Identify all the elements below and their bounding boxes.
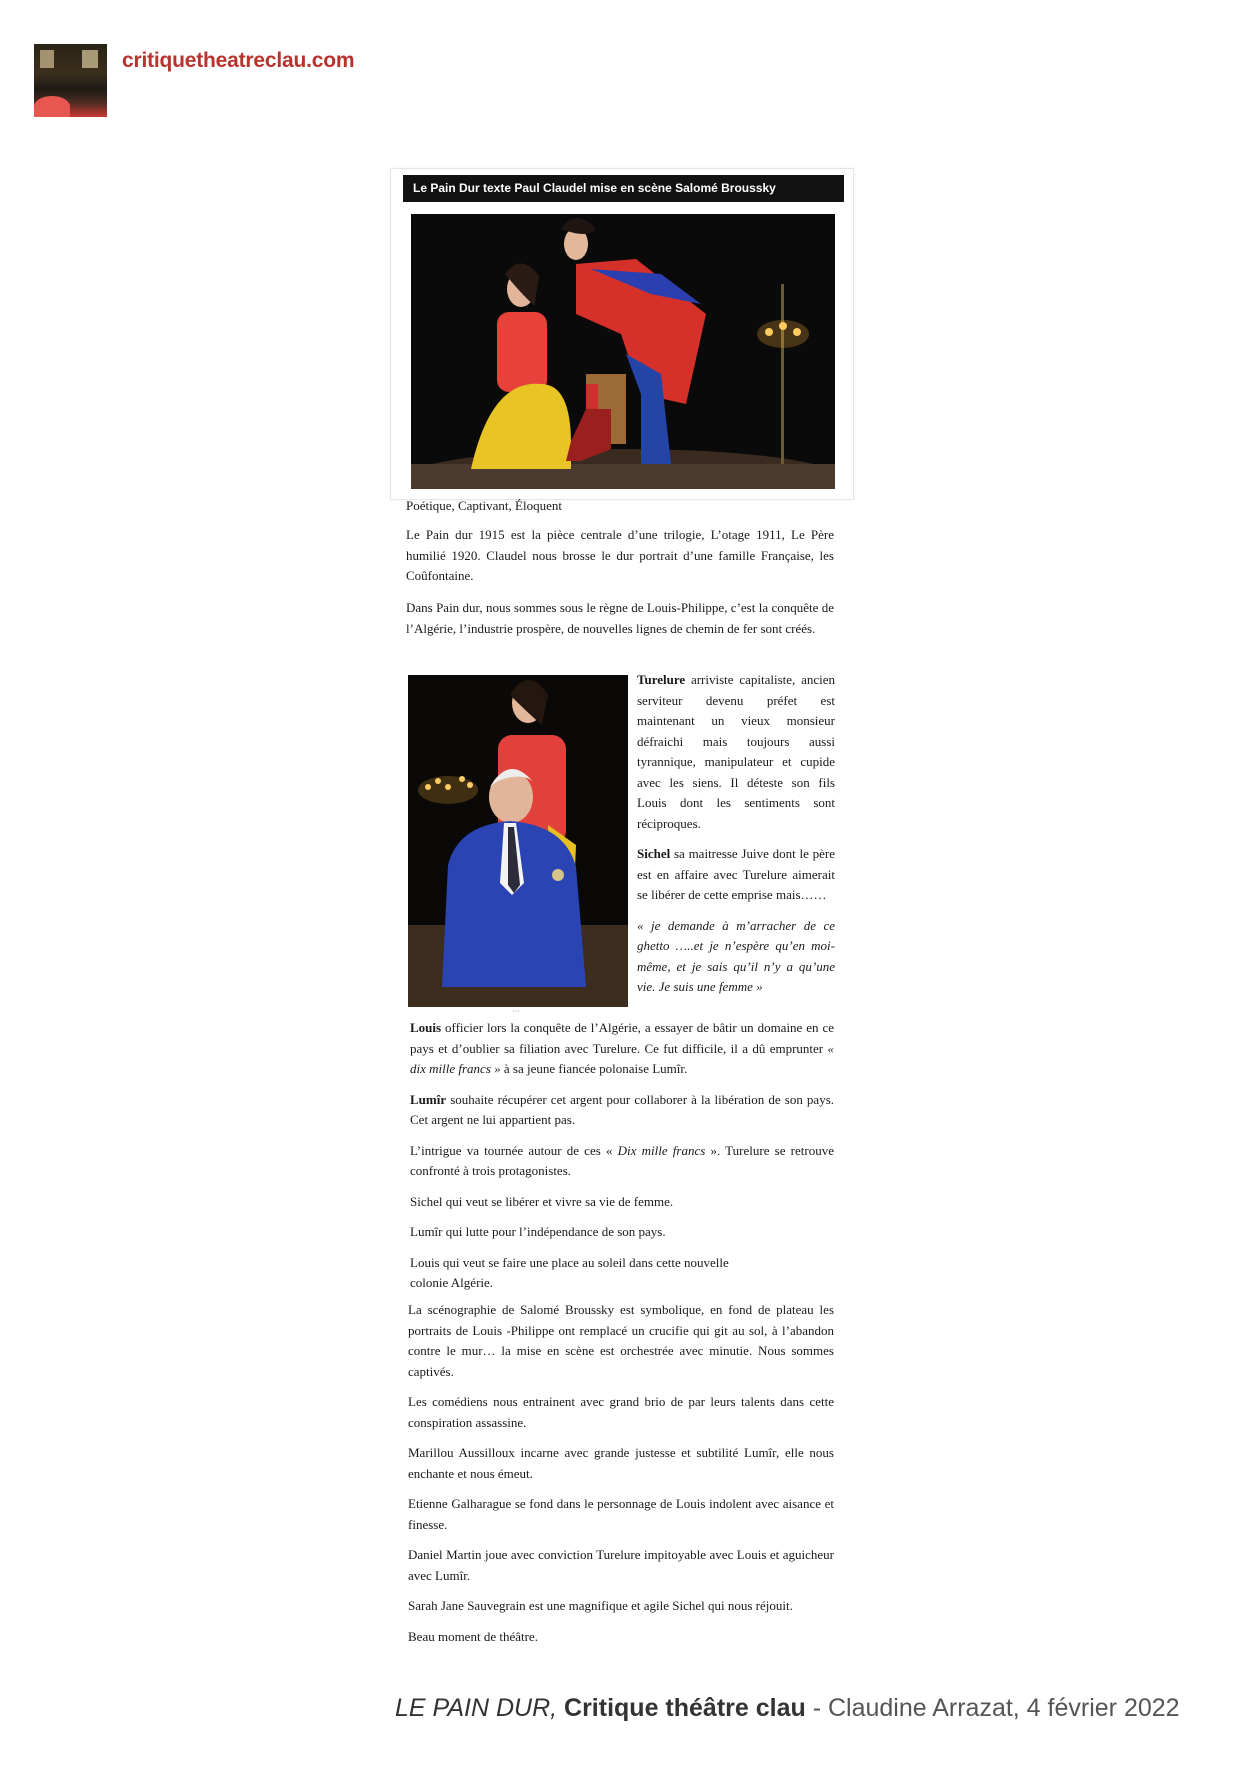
intrigue-italic: Dix mille francs <box>617 1142 706 1158</box>
paragraph-intro: Le Pain dur 1915 est la pièce centrale d’une trilogie, L’otage 1911, Le Père humilié 1920. Claudel nous brosse le dur portrait d’une famille Française, les Coûfontaine. <box>406 527 834 583</box>
inset-photo <box>408 675 628 1007</box>
paragraph-scenographie: La scénographie de Salomé Broussky est symbolique, en fond de plateau les portraits de Louis -Philippe ont remplacé un crucifie qui git au sol, à l’abandon contre le mur… la mise en scène est orchestrée avec minutie. Nous sommes captivés. <box>408 1302 834 1379</box>
intrigue-text-1: L’intrigue va tournée autour de ces « <box>410 1142 618 1158</box>
footer-source: Critique théâtre clau <box>557 1694 806 1722</box>
louis-italic: « dix mille francs » <box>410 1040 834 1076</box>
sichel-quote: « je demande à m’arracher de ce ghetto …..et je n’espère qu’en moi-même, et je sais qu’il n’y a qu’une vie. Je suis une femme » <box>637 917 835 994</box>
site-name[interactable]: critiquetheatreclau.com <box>122 49 355 72</box>
sichel-text: sa maitresse Juive dont le père est en affaire avec Turelure aimerait se libérer de cette emprise mais…… <box>637 846 835 902</box>
louis-name: Louis <box>410 1020 442 1035</box>
protagonist-lumir: Lumîr qui lutte pour l’indépendance de son pays. <box>410 1224 666 1239</box>
lower-column <box>410 1018 834 1304</box>
paragraph-turelure <box>637 670 835 834</box>
louis-text-2: à sa jeune fiancée polonaise Lumîr. <box>500 1061 688 1076</box>
protagonist-sichel: Sichel qui veut se libérer et vivre sa vie de femme. <box>410 1193 674 1209</box>
paragraph-lumir <box>410 1090 834 1131</box>
site-header <box>34 44 354 117</box>
paragraph-louis <box>410 1018 834 1080</box>
paragraph-context: Dans Pain dur, nous sommes sous le règne de Louis-Philippe, c’est la conquête de l’Algérie, l’industrie prospère, de nouvelles lignes de chemin de fer sont créés. <box>406 600 834 636</box>
paragraph-sichel <box>637 844 835 906</box>
paragraph-etienne: Etienne Galharague se fond dans le personnage de Louis indolent avec aisance et finesse. <box>408 1496 834 1532</box>
paragraph-marillou: Marillou Aussilloux incarne avec grande justesse et subtilité Lumîr, elle nous enchante et nous émeut. <box>408 1445 834 1481</box>
paragraph-daniel: Daniel Martin joue avec conviction Turelure impitoyable avec Louis et aguicheur avec Lumîr. <box>408 1547 834 1583</box>
louis-text-1: officier lors la conquête de l’Algérie, a essayer de bâtir un domaine en ce pays et d’oublier sa filiation avec Turelure. Ce fut difficile, il a dû emprunter <box>410 1020 834 1056</box>
side-column <box>637 670 835 1008</box>
sichel-name: Sichel <box>637 846 671 861</box>
hero-caption: Poétique, Captivant, Éloquent <box>406 498 562 513</box>
turelure-text: arriviste capitaliste, ancien serviteur devenu préfet est maintenant un vieux monsieur défraichi mais toujours aussi tyrannique, manipulateur et cupide avec les siens. Il déteste son fils Louis dont les sentiments sont réciproques. <box>637 672 835 831</box>
intrigue-text-2: ». Turelure se retrouve confronté à trois protagonistes. <box>410 1142 834 1178</box>
paragraph-sarah: Sarah Jane Sauvegrain est une magnifique et agile Sichel qui nous réjouit. <box>408 1598 793 1613</box>
footer-title: LE PAIN DUR, <box>395 1694 558 1722</box>
protagonist-louis: Louis qui veut se faire une place au soleil dans cette nouvelle colonie Algérie. <box>410 1254 729 1290</box>
footer-author: - Claudine Arrazat, 4 février 2022 <box>805 1694 1180 1722</box>
paragraph-comediens: Les comédiens nous entrainent avec grand brio de par leurs talents dans cette conspiration assassine. <box>408 1394 834 1430</box>
site-logo[interactable] <box>34 44 107 117</box>
footer-citation <box>395 1694 1180 1723</box>
paragraph-conclusion: Beau moment de théâtre. <box>408 1628 538 1644</box>
inset-caption-marker: ··· <box>512 1007 520 1016</box>
hero-title: Le Pain Dur texte Paul Claudel mise en scène Salomé Broussky <box>403 175 844 202</box>
review-column <box>408 1300 834 1657</box>
turelure-name: Turelure <box>637 672 686 687</box>
paragraph-intrigue <box>410 1141 834 1182</box>
lumir-text: souhaite récupérer cet argent pour collaborer à la libération de son pays. Cet argent ne lui appartient pas. <box>410 1091 834 1127</box>
lumir-name: Lumîr <box>410 1091 447 1107</box>
hero-figure <box>390 168 854 500</box>
hero-photo <box>411 214 835 489</box>
